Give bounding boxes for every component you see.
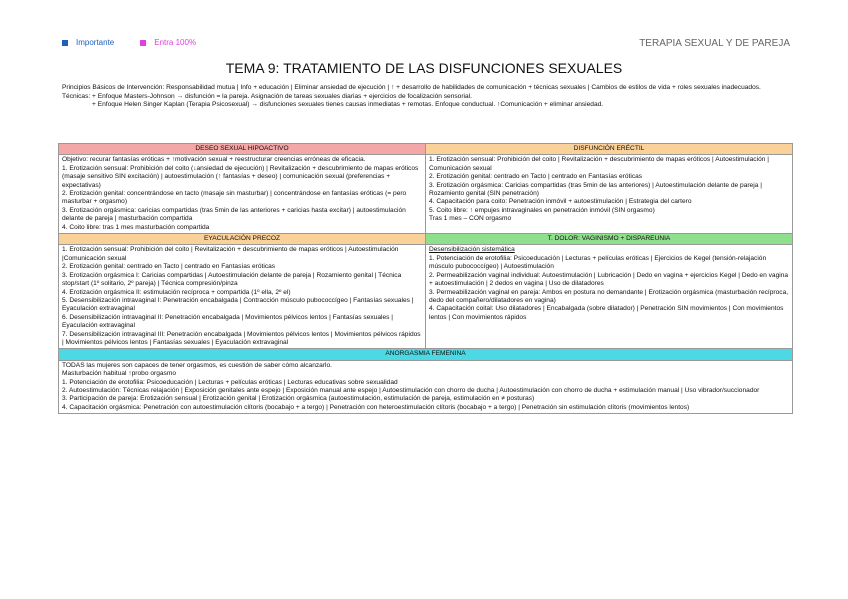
intro bbox=[62, 84, 792, 110]
deseo-line: 2. Erotización genital: concentrándose en tacto (masaje sin masturbar) | concentrándose en fantasías eróticas (= pero masturbar + orgasmo) bbox=[62, 190, 407, 206]
precoz-line: 4. Erotización orgásmica II: estimulación recíproca + compartida (1º ella, 2º el) bbox=[62, 288, 291, 296]
dolor-header: T. DOLOR: VAGINISMO + DISPAREUNIA bbox=[426, 234, 793, 245]
anorgasmia-cell bbox=[59, 360, 793, 413]
precoz-line: 6. Desensibilización intravaginal II: Penetración encabalgada | Movimientos pélvicos lentos | Fantasías sexuales | Eyaculación extravaginal bbox=[62, 313, 393, 330]
treatment-table bbox=[58, 143, 793, 414]
pink-square-icon bbox=[140, 40, 146, 46]
legend-important bbox=[62, 38, 114, 47]
anorgasmia-line: 2. Autoestimulación: Técnicas relajación | Exposición genitales ante espejo | Exposición manual ante espejo | Autoestimulación con chorro de ducha | Autoestimulación con chorro de ducha + estimulación manual | Uso vibrador/succionador bbox=[62, 386, 760, 394]
legend-exam bbox=[140, 38, 196, 47]
precoz-line: 5. Desensibilización intravaginal I: Penetración encabalgada | Contracción músculo pubococcígeo | Fantasías sexuales | Eyaculación extravaginal bbox=[62, 296, 414, 313]
anorgasmia-line: Masturbación habitual ↑probo orgasmo bbox=[62, 370, 176, 378]
anorgasmia-line: TODAS las mujeres son capaces de tener orgasmos, es cuestión de saber cómo alcanzarlo. bbox=[62, 361, 332, 369]
dolor-line: 4. Capacitación coital: Uso dilatadores | Encabalgada (sobre dilatador) | Penetración SIN movimientos | Con movimientos lentos | Con movimientos rápidos bbox=[429, 305, 784, 321]
course-title: TERAPIA SEXUAL Y DE PAREJA bbox=[639, 38, 790, 49]
blue-square-icon bbox=[62, 40, 68, 46]
dolor-cell bbox=[426, 245, 793, 349]
erectil-line: 4. Capacitación para coito: Penetración inmóvil + autoestimulación | Estrategia del cartero bbox=[429, 198, 692, 206]
erectil-line: 5. Coito libre: ↑ empujes intravaginales en penetración inmóvil (SIN orgasmo) bbox=[429, 206, 655, 214]
dolor-subtitle: Desensibilización sistemática bbox=[429, 246, 515, 254]
precoz-line: 2. Erotización genital: centrado en Tacto | centrado en Fantasías eróticas bbox=[62, 263, 276, 271]
anorgasmia-line: 1. Potenciación de erotofilia: Psicoeducación | Lecturas + películas eróticas | Lecturas educativas sobre sexualidad bbox=[62, 378, 398, 386]
legend-important-label: Importante bbox=[76, 38, 115, 47]
deseo-line: 3. Erotización orgásmica: caricias compartidas (tras 5min de las anteriores + caricias hasta excitar) | autoestimulación delante de pareja | masturbación compartida bbox=[62, 206, 406, 223]
precoz-line: 7. Desensibilización intravaginal III: Penetración encabalgada | Movimientos pélvicos lentos | Movimientos pélvicos rápidos | Movimientos pélvicos lentos | Fantasías sexuales | Eyaculación extravaginal bbox=[62, 330, 421, 346]
precoz-cell bbox=[59, 245, 426, 349]
legend bbox=[62, 38, 196, 47]
dolor-line: 1. Potenciación de erotofilia: Psicoeducación | Lecturas + películas eróticas | Ejercicios de Kegel (tensión-relajación músculo pubococcígeo) | Autoestimulación bbox=[429, 254, 767, 271]
precoz-line: 1. Erotización sensual: Prohibición del coito | Revitalización + descubrimiento de mapas eróticos | Autoestimulación |Comunicación sexual bbox=[62, 246, 399, 262]
deseo-line: Objetivo: recurar fantasías eróticas + ↑motivación sexual + reestructurar creencias erróneas de eficacia. bbox=[62, 156, 366, 164]
techniques-kaplan-text: + Enfoque Helen Singer Kaplan (Terapia Psicosexual) → disfunciones sexuales tienes causas inmediatas + remotas. Enfoque conductual. ↑Comunicación + eliminar ansiedad. bbox=[92, 101, 604, 109]
page-title: TEMA 9: TRATAMIENTO DE LAS DISFUNCIONES SEXUALES bbox=[225, 60, 623, 76]
erectil-line: 2. Erotización genital: centrado en Tacto | centrado en Fantasías eróticas bbox=[429, 173, 643, 181]
erectil-cell bbox=[426, 155, 793, 234]
precoz-header: EYACULACIÓN PRECOZ bbox=[59, 234, 426, 245]
erectil-line: Tras 1 mes – CON orgasmo bbox=[429, 215, 512, 223]
deseo-line: 1. Erotización sensual: Prohibición del coito (↓ansiedad de ejecución) | Revitalización + descubrimiento de mapas eróticos (masaje sensitivo SIN excitación) | autoestimulación (↑ fantasías + deseo) | comunicación sexual (preferencias + expectativas) bbox=[62, 164, 419, 189]
legend-exam-label: Entra 100% bbox=[154, 38, 197, 47]
anorgasmia-line: 3. Participación de pareja: Erotización sensual | Erotización genital | Erotización orgásmica (autoestimulación, estimulación de pareja, estimulación en ≠ posturas) bbox=[62, 395, 535, 403]
techniques-text: Técnicas: + Enfoque Masters-Johnson → disfunción = la pareja. Asignación de tareas sexuales diarias + ejercicios de focalización sensorial. bbox=[62, 92, 472, 100]
deseo-line: 4. Coito libre: tras 1 mes masturbación compartida bbox=[62, 223, 210, 231]
erectil-line: 3. Erotización orgásmica: Caricias compartidas (tras 5min de las anteriores) | Autoestimulación delante de pareja | Rozamiento genital (SIN penetración) bbox=[429, 181, 762, 198]
erectil-line: 1. Erotización sensual: Prohibición del coito | Revitalización + descubrimiento de mapas eróticos | Autoestimulación | Comunicación sexual bbox=[429, 156, 769, 172]
dolor-line: 2. Permeabilización vaginal individual: Autoestimulación | Lubricación | Dedo en vagina + ejercicios Kegel | Dedo en vagina + autoestimulación | 2 dedos en vagina | Uso de dilatadores bbox=[429, 271, 789, 288]
anorgasmia-line: 4. Capacitación orgásmica: Penetración con autoestimulación clítoris (bocabajo + a tergo) | Penetración con heteroestimulación clítoris (bocabajo + a tergo) | Penetración sin estimulación clítoris (movimientos lentos) bbox=[62, 403, 690, 411]
deseo-header: DESEO SEXUAL HIPOACTIVO bbox=[59, 144, 426, 155]
anorgasmia-header: ANORGASMIA FEMENINA bbox=[59, 349, 793, 360]
principles-text: Principios Básicos de Intervención: Responsabilidad mutua | Info + educación | Eliminar ansiedad de ejecución | ↑ + desarrollo de habilidades de comunicación + técnicas sexuales | Cambios de estilos de vida + roles sexuales inadecuados. bbox=[62, 84, 761, 91]
dolor-line: 3. Permeabilización vaginal en pareja: Ambos en postura no demandante | Erotización orgásmica (masturbación recíproca, dedo del compañero/dilatadores en vagina) bbox=[429, 288, 789, 304]
precoz-line: 3. Erotización orgásmica I: Caricias compartidas | Autoestimulación delante de pareja | Rozamiento genital | Técnica stop/start (1º solitario, 2º pareja) | Técnica compresión/pinza bbox=[62, 271, 402, 288]
erectil-header: DISFUNCIÓN ERÉCTIL bbox=[426, 144, 793, 155]
deseo-cell bbox=[59, 155, 426, 234]
